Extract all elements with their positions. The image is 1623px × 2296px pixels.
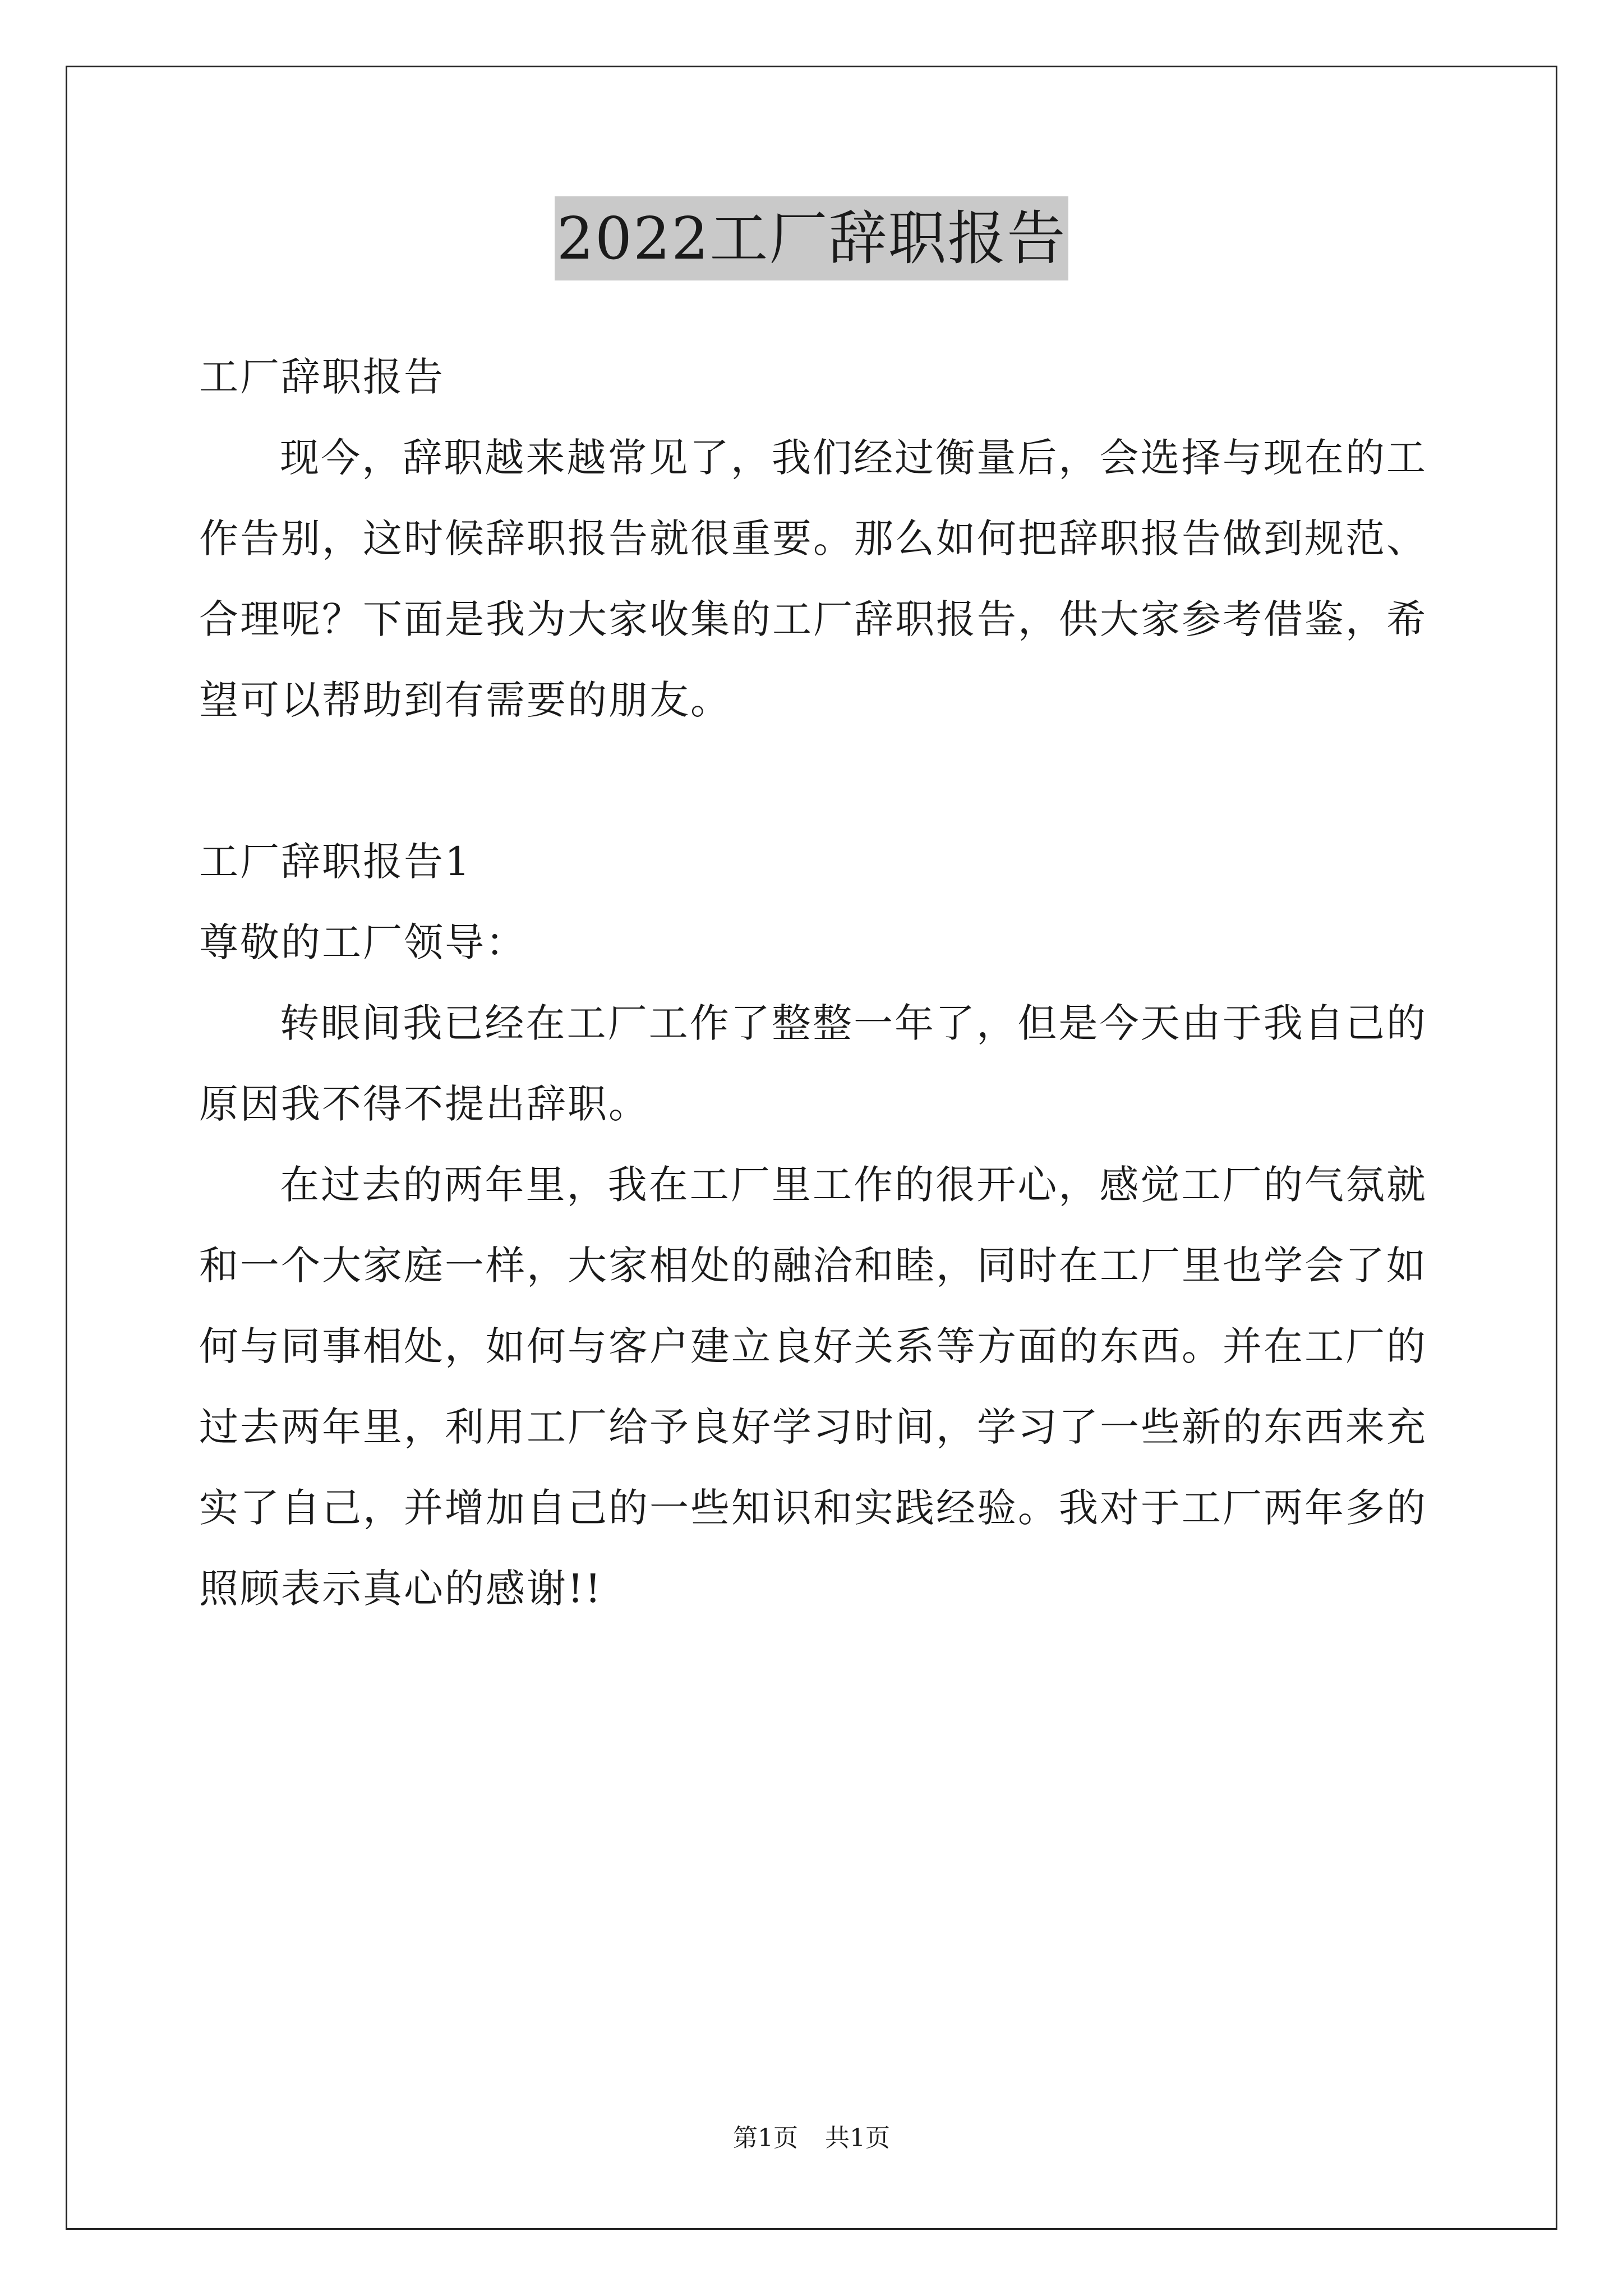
- intro-paragraph: 现今，辞职越来越常见了，我们经过衡量后，会选择与现在的工作告别，这时候辞职报告就很重要。那么如何把辞职报告做到规范、合理呢？下面是我为大家收集的工厂辞职报告，供大家参考借鉴，希望可以帮助到有需要的朋友。: [199, 435, 1427, 723]
- salutation: 尊敬的工厂领导：: [199, 919, 527, 965]
- body-paragraph: 转眼间我已经在工厂工作了整整一年了，但是今天由于我自己的原因我不得不提出辞职。: [199, 1000, 1427, 1127]
- page-count: 共1页: [825, 2124, 890, 2152]
- section-heading: 工厂辞职报告: [199, 354, 445, 400]
- page-footer: [0, 2122, 1623, 2155]
- section-heading: 工厂辞职报告1: [199, 839, 472, 885]
- title-area: [0, 196, 1623, 280]
- body-paragraph: 在过去的两年里，我在工厂里工作的很开心，感觉工厂的气氛就和一个大家庭一样，大家相处的融洽和睦，同时在工厂里也学会了如何与同事相处，如何与客户建立良好关系等方面的东西。并在工厂的过去两年里，利用工厂给予良好学习时间，学习了一些新的东西来充实了自己，并增加自己的一些知识和实践经验。我对于工厂两年多的照顾表示真心的感谢!!: [199, 1162, 1427, 1612]
- page-number: 第1页: [733, 2124, 798, 2152]
- document-body: [199, 337, 1427, 1629]
- document-title: 2022工厂辞职报告: [555, 196, 1069, 280]
